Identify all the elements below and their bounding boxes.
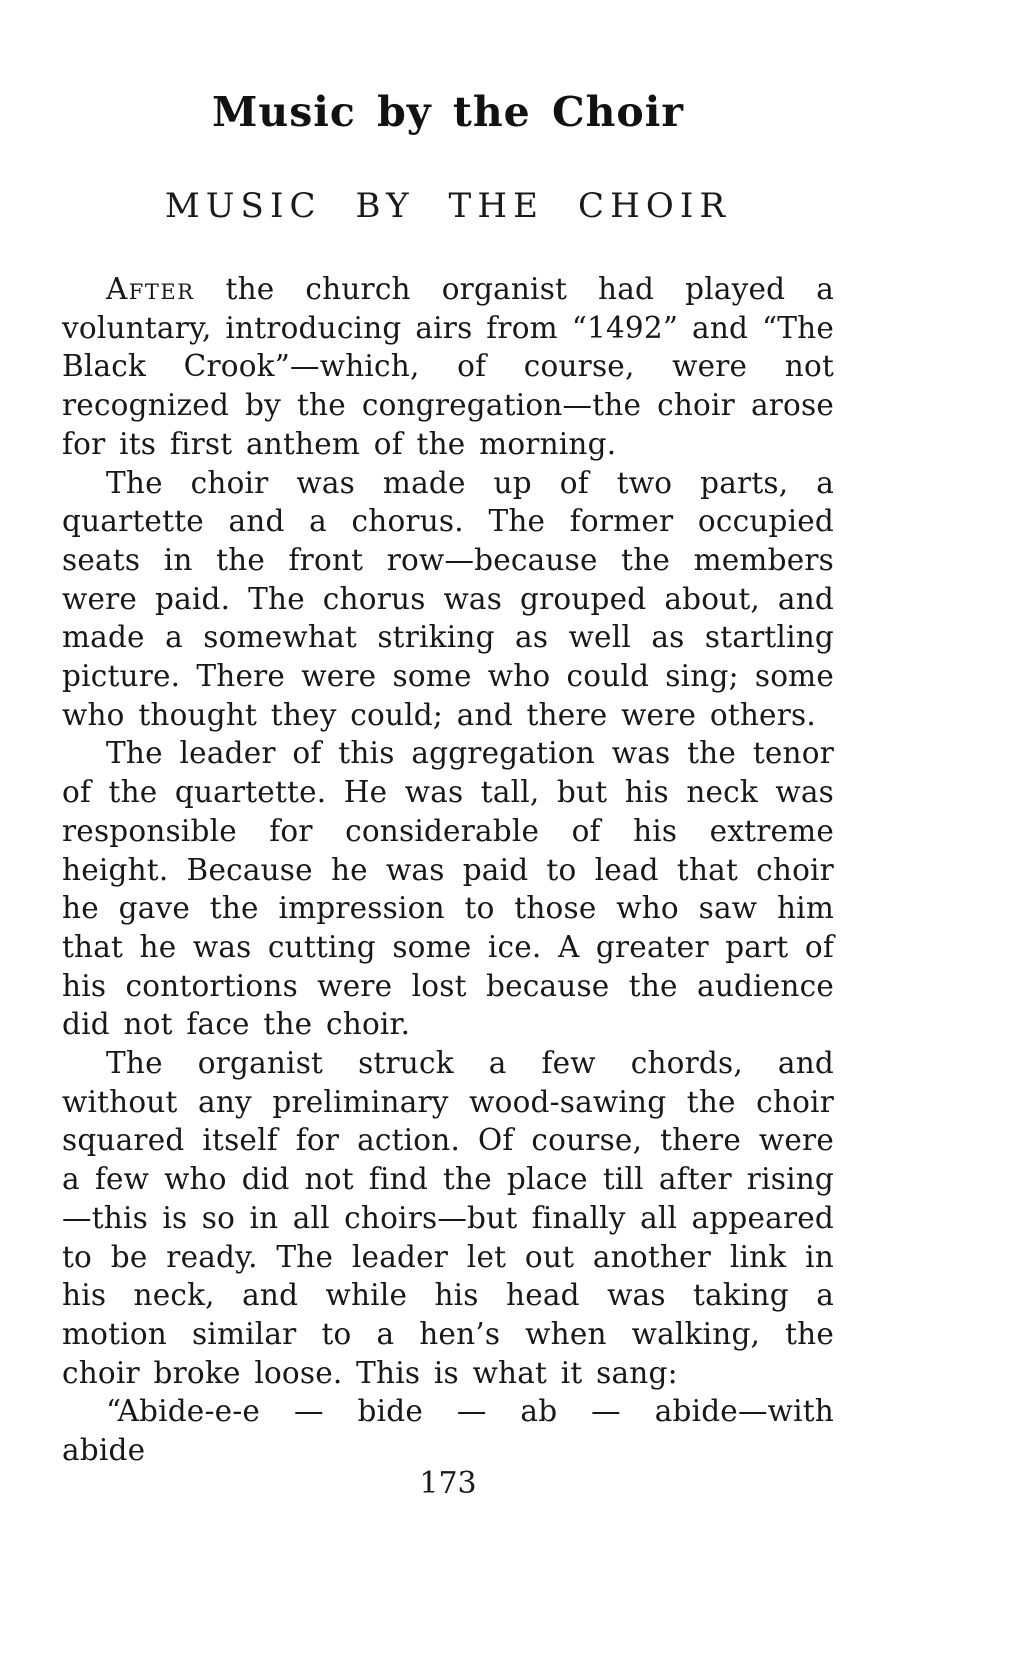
page-content bbox=[62, 0, 834, 1470]
paragraph-3: The leader of this aggregation was the tenor of the quartette. He was tall, but his neck was responsible for considerable of his extreme height. Because he was paid to lead that choir he gave the impression to those who saw him that he was cutting some ice. A greater part of his contortions were lost because the audience did not face the choir. bbox=[62, 736, 834, 1042]
paragraph-1-text: the church organist had played a voluntary, introducing airs from “1492” and “The Black Crook”—which, of course, were not recognized by the congregation—the choir arose for its first anthem of the morning. bbox=[62, 272, 834, 461]
lead-word: After bbox=[106, 272, 195, 306]
chapter-title: MUSIC BY THE CHOIR bbox=[164, 186, 732, 226]
paragraph-1 bbox=[62, 270, 834, 464]
page-number: 173 bbox=[419, 1466, 477, 1501]
paragraph-2: The choir was made up of two parts, a quartette and a chorus. The former occupied seats in the front row—because the members were paid. The chorus was grouped about, and made a somewhat striking as well as startling picture. There were some who could sing; some who thought they could; and there were others. bbox=[62, 465, 834, 732]
running-head: Music by the Choir bbox=[212, 88, 684, 136]
paragraph-4: The organist struck a few chords, and without any preliminary wood-sawing the choir squared itself for action. Of course, there were a few who did not find the place till after rising—this is so in all choirs—but finally all appeared to be ready. The leader let out another link in his neck, and while his head was taking a motion similar to a hen’s when walking, the choir broke loose. This is what it sang: bbox=[62, 1046, 834, 1390]
body-text bbox=[62, 270, 834, 1470]
paragraph-5: “Abide-e-e — bide — ab — abide—with abide bbox=[62, 1394, 834, 1468]
